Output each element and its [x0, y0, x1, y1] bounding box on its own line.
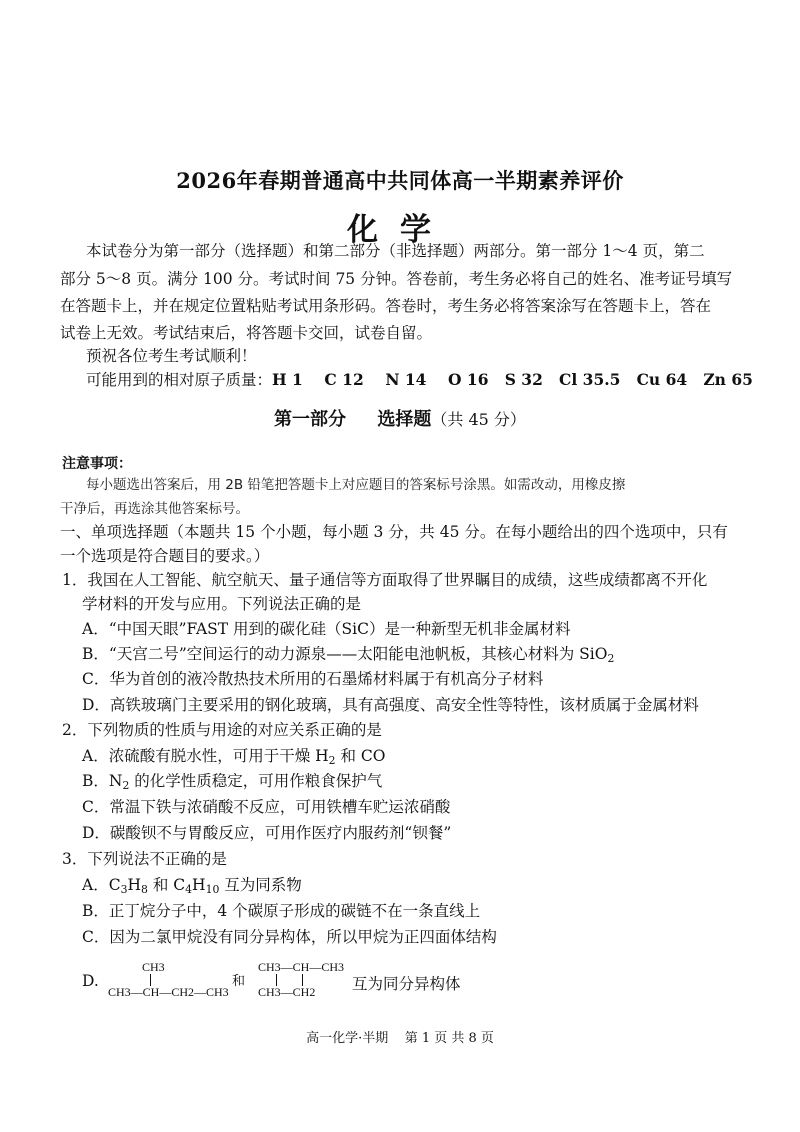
q1-option-b-text: B．“天宫二号”空间运行的动力源泉——太阳能电池帆板，其核心材料为 SiO	[82, 645, 608, 663]
q2-option-b-tail: 的化学性质稳定，可用作粮食保护气	[129, 772, 383, 790]
q2-option-a-text: A．浓硫酸有脱水性，可用于干燥 H	[82, 747, 329, 765]
q3-a-sub: 4	[185, 883, 193, 896]
notice-line-1: 每小题选出答案后，用 2B 铅笔把答题卡上对应题目的答案标号涂黑。如需改动，用橡皮擦	[86, 477, 626, 493]
struct2-bottom-chain: CH3—CH2	[258, 985, 316, 999]
q3-option-c: C．因为二氯甲烷没有同分异构体，所以甲烷为正四面体结构	[82, 928, 497, 946]
q2-option-b	[82, 769, 382, 792]
q3-a-part: 和 C	[147, 876, 186, 894]
q1-option-b-sub: 2	[607, 652, 615, 665]
q3-option-b: B．正丁烷分子中，4 个碳原子形成的碳链不在一条直线上	[82, 902, 481, 920]
section1-heading-line-1: 一、单项选择题（本题共 15 个小题，每小题 3 分，共 45 分。在每小题给出的四个选项中，只有	[60, 523, 728, 541]
q2-option-a	[82, 744, 385, 767]
subject-title: 化学	[347, 212, 453, 248]
struct2-top-chain: CH3—CH—CH3	[258, 960, 345, 974]
q3-option-d-and: 和	[232, 974, 246, 989]
q2-stem: 2．下列物质的性质与用途的对应关系正确的是	[62, 721, 382, 739]
page-footer: 高一化学·半期 第 1 页 共 8 页	[306, 1031, 494, 1046]
good-luck-text: 预祝各位考生考试顺利！	[86, 347, 257, 365]
q3-a-part: 互为同系物	[219, 876, 302, 894]
q2-option-a-sub: 2	[328, 754, 336, 767]
section1-heading-line-2: 一个选项是符合题目的要求。）	[60, 547, 270, 565]
q3-option-a	[82, 873, 302, 896]
part1-score: （共 45 分）	[431, 410, 526, 429]
notice-line-2: 干净后，再选涂其他答案标号。	[60, 501, 249, 517]
intro-line-2: 部分 5～8 页。满分 100 分。考试时间 75 分钟。答卷前，考生务必将自己的姓名、准考证号填写	[60, 270, 733, 288]
q1-option-d: D．高铁玻璃门主要采用的钢化玻璃，具有高强度、高安全性等特性，该材质属于金属材料	[82, 696, 699, 714]
q2-option-b-text: B．N	[82, 772, 123, 790]
notice-heading: 注意事项：	[62, 456, 132, 472]
q2-option-a-tail: 和 CO	[335, 747, 386, 765]
q1-option-a: A．“中国天眼”FAST 用到的碳化硅（SiC）是一种新型无机非金属材料	[82, 620, 571, 638]
part1-title: 第一部分 选择题	[274, 409, 432, 430]
q2-option-b-sub: 2	[122, 779, 130, 792]
intro-line-3: 在答题卡上，并在规定位置粘贴考试用条形码。答卷时，考生务必将答案涂写在答题卡上，答在	[60, 297, 712, 315]
atomic-mass-label: 可能用到的相对原子质量：	[86, 371, 273, 389]
q2-option-d: D．碳酸钡不与胃酸反应，可用作医疗内服药剂“钡餐”	[82, 824, 452, 842]
atomic-mass-values: H 1 C 12 N 14 O 16 S 32 Cl 35.5 Cu 64 Zn 65	[272, 370, 753, 389]
struct1-main-chain: CH3—CH—CH2—CH3	[108, 985, 229, 999]
q3-stem: 3．下列说法不正确的是	[62, 850, 227, 868]
q1-option-c: C．华为首创的液冷散热技术所用的石墨烯材料属于有机高分子材料	[82, 670, 544, 688]
q3-a-sub: 3	[120, 883, 128, 896]
q3-a-part: H	[192, 876, 206, 894]
intro-line-4: 试卷上无效。考试结束后，将答题卡交回，试卷自留。	[60, 324, 433, 342]
exam-title: 2026年春期普通高中共同体高一半期素养评价	[176, 168, 624, 193]
intro-line-1: 本试卷分为第一部分（选择题）和第二部分（非选择题）两部分。第一部分 1～4 页，第二	[86, 242, 705, 260]
q1-option-b	[82, 642, 614, 665]
q3-a-part: A．C	[82, 876, 121, 894]
q1-stem-line-2: 学材料的开发与应用。下列说法正确的是	[82, 595, 362, 613]
q3-a-part: H	[127, 876, 141, 894]
atomic-mass-line	[86, 369, 753, 391]
q1-stem-line-1: 1．我国在人工智能、航空航天、量子通信等方面取得了世界瞩目的成绩，这些成绩都离不开化	[62, 571, 708, 589]
struct1-branch: CH3	[142, 960, 165, 974]
q2-option-c: C．常温下铁与浓硝酸不反应，可用铁槽车贮运浓硝酸	[82, 798, 451, 816]
q3-a-sub: 10	[205, 883, 220, 896]
q3-option-d-text: 互为同分异构体	[352, 975, 461, 993]
q3-option-d-label: D.	[82, 972, 99, 990]
part1-heading	[0, 405, 800, 431]
q3-a-sub: 8	[141, 883, 148, 896]
